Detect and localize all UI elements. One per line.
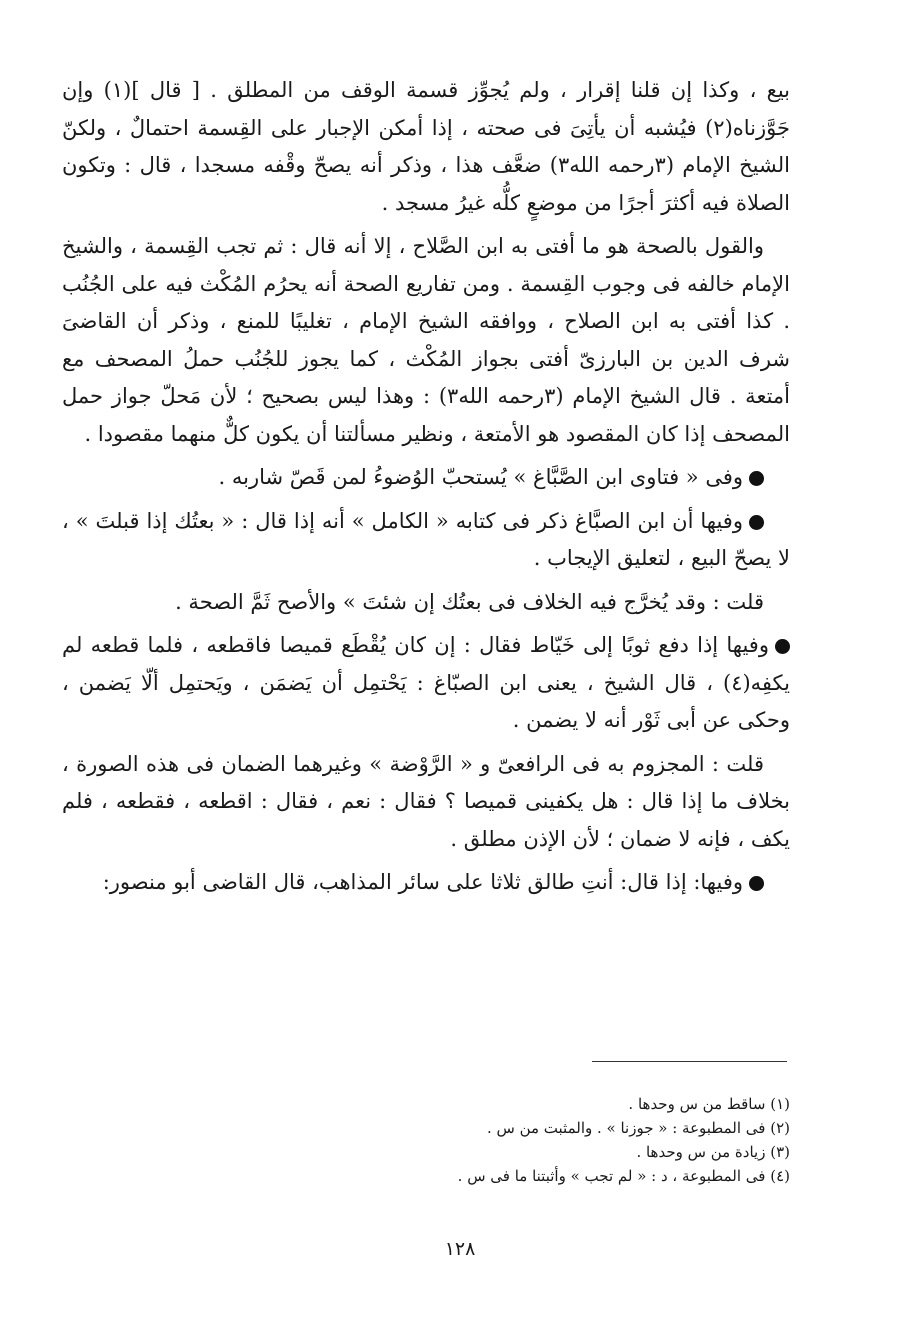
bullet-icon	[749, 515, 764, 530]
paragraph-1: بيع ، وكذا إن قلنا إقرار ، ولم يُجوِّز قسمة الوقف من المطلق . [ قال ](١) وإن جَوَّزناه(٢) فيُشبه أن يأتِىَ فى صحته ، إذا أمكن الإجبار على القِسمة احتمالٌ ، ولكنّ الشيخ الإمام (٣رحمه الله٣) ضعَّف هذا ، وذكر أنه يصحّ وقْفه مسجدا ، قال : وتكون الصلاة فيه أكثرَ أجرًا من موضعٍ كلُّه غيرُ مسجد .	[62, 78, 791, 215]
paragraph-7: قلت : المجزوم به فى الرافعىّ و « الرَّوْضة » وغيرهما الضمان فى هذه الصورة ، بخلاف ما إذا قال : هل يكفينى قميصا ؟ فقال : نعم ، فقال : اقطعه ، فقطعه ، فلم يكف ، فإنه لا ضمان ؛ لأن الإذن مطلق .	[62, 751, 790, 851]
paragraph-3	[62, 459, 790, 497]
bullet-icon	[749, 471, 764, 486]
paragraph-5: قلت : وقد يُخرَّج فيه الخلاف فى بعتُك إن شئتَ » والأصح ثَمَّ الصحة .	[175, 589, 764, 614]
main-text	[62, 72, 790, 902]
paragraph-6-text: وفيها إذا دفع ثوبًا إلى خَيّاط فقال : إن كان يُقْطَع قميصا فاقطعه ، فلما قطعه لم يكفِه(٤) ، قال الشيخ ، يعنى ابن الصبّاغ : يَحْتمِل أن يَضمَن ، ويَحتمِل ألّا يَضمن ، وحكى عن أبى ثَوْر أنه لا يضمن .	[62, 633, 790, 732]
paragraph-6	[62, 627, 790, 740]
footnote-4: (٤) فى المطبوعة ، د : « لم تجب » وأثبتنا ما فى س .	[457, 1167, 790, 1185]
footnote-1: (١) ساقط من س وحدها .	[628, 1095, 790, 1113]
paragraph-4	[62, 503, 790, 578]
footnote-divider	[592, 1061, 787, 1062]
paragraph-3-text: وفى « فتاوى ابن الصَّبَّاغ » يُستحبّ الوُضوءُ لمن قَصّ شاربه .	[218, 465, 743, 489]
paragraph-2: والقول بالصحة هو ما أفتى به ابن الصَّلاح ، إلا أنه قال : ثم تجب القِسمة ، والشيخ الإمام خالفه فى وجوب القِسمة . ومن تفاريع الصحة أنه يحرُم المُكْث فيه على الجُنُب . كذا أفتى به ابن الصلاح ، ووافقه الشيخ الإمام ، تغليبًا للمنع ، وذكر أن القاضىَ شرف الدين بن البارزىّ أفتى بجواز المُكْث ، كما يجوز للجُنُب حملُ المصحف مع أمتعة . قال الشيخ الإمام (٣رحمه الله٣) : وهذا ليس بصحيح ؛ لأن مَحلّ جواز حمل المصحف إذا كان المقصود هو الأمتعة ، ونظير مسألتنا أن يكون كلٌّ منهما مقصودا .	[62, 234, 790, 446]
footnote-2: (٢) فى المطبوعة : « جوزنا » . والمثبت من س .	[486, 1119, 790, 1137]
paragraph-8	[62, 864, 790, 902]
footnote-3: (٣) زيادة من س وحدها .	[636, 1143, 790, 1161]
bullet-icon	[749, 876, 764, 891]
page-number: ١٢٨	[444, 1238, 476, 1260]
bullet-icon	[775, 639, 790, 654]
paragraph-4-text: وفيها أن ابن الصبَّاغ ذكر فى كتابه « الكامل » أنه إذا قال : « بعتُك إذا قبلتَ » ، لا يصحّ البيع ، لتعليق الإيجاب .	[62, 508, 790, 570]
footnotes	[300, 1092, 790, 1188]
paragraph-8-text: وفيها: إذا قال: أنتِ طالق ثلاثا على سائر المذاهب، قال القاضى أبو منصور:	[102, 870, 743, 894]
